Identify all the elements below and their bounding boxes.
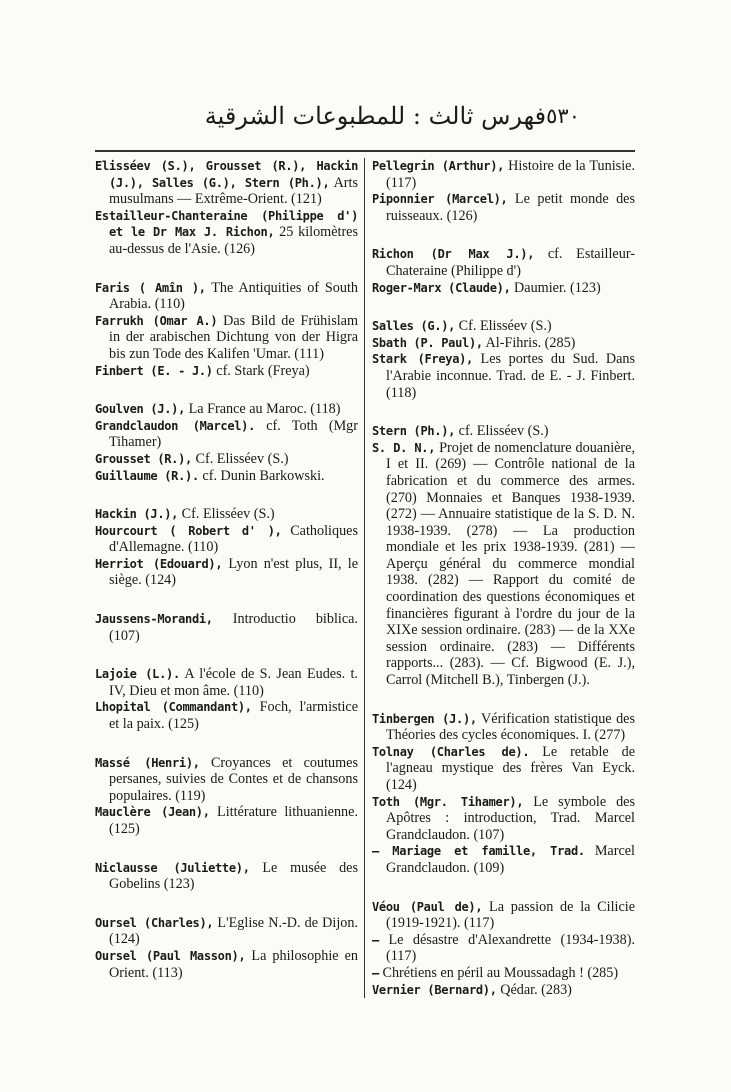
entry-author: Massé (Henri), — [95, 755, 200, 770]
entry-author: Guillaume (R.). — [95, 468, 199, 483]
entry-title: Lyon n'est plus, II, le siège. (124) — [109, 555, 358, 589]
index-entry — [95, 666, 358, 699]
index-letter-group — [372, 246, 635, 296]
index-entry — [372, 246, 635, 279]
entry-title: Cf. Elisséev (S.) — [455, 318, 552, 335]
entry-title: 25 kilomètres au-dessus de l'Asie. (126) — [109, 224, 358, 257]
index-letter-group — [95, 755, 358, 838]
index-entry — [372, 982, 635, 999]
index-letter-group — [95, 666, 358, 732]
entry-author: Pellegrin (Arthur), — [372, 159, 505, 173]
index-entry — [95, 755, 358, 805]
entry-title: Introductio biblica. (107) — [109, 611, 358, 644]
page-title: فهرس ثالث : للمطبوعات الشرقية — [204, 102, 547, 130]
index-entry — [95, 611, 358, 644]
entry-author: Lajoie (L.). — [95, 667, 180, 682]
index-columns — [95, 158, 635, 1038]
index-letter-group — [95, 506, 358, 589]
index-entry — [95, 860, 358, 893]
entry-title: Le désastre d'Alexandrette (1934-1938). (117) — [378, 931, 635, 965]
entry-title: cf. Estailleur-Chateraine (Philippe d') — [386, 246, 635, 279]
entry-author: Toth (Mgr. Tihamer), — [372, 794, 524, 809]
entry-title: cf. Toth (Mgr Tihamer) — [109, 417, 358, 451]
left-column — [95, 158, 365, 998]
entry-author: Herriot (Edouard), — [95, 556, 223, 571]
index-letter-group — [95, 158, 358, 258]
index-letter-group — [372, 318, 635, 401]
index-entry — [95, 915, 358, 948]
page-header — [180, 96, 580, 136]
entry-title: Croyances et coutumes persanes, suivies de Contes et de chansons populaires. (119) — [109, 754, 358, 804]
index-letter-group — [95, 860, 358, 893]
entry-author: Farrukh (Omar A.) — [95, 313, 218, 328]
entry-author: Oursel (Paul Masson), — [95, 948, 246, 963]
index-entry — [95, 280, 358, 313]
index-letter-group — [95, 280, 358, 380]
entry-title: Das Bild de Frühislam in der arabischen Dichtung von der Higra bis zun Tode des Kalifen 'Umar. (111) — [109, 312, 359, 362]
entry-title: Littérature lithuanienne. (125) — [109, 804, 358, 837]
entry-title: cf. Dunin Barkowski. — [198, 467, 325, 484]
entry-author: Estailleur-Chanteraine (Philippe d') et le Dr Max J. Richon, — [95, 208, 358, 240]
entry-title: L'Eglise N.-D. de Dijon. (124) — [109, 914, 359, 948]
entry-title: Marcel Grandclaudon. (109) — [386, 843, 635, 876]
index-entry — [95, 948, 358, 981]
index-entry — [372, 794, 635, 844]
index-entry — [95, 451, 358, 468]
entry-title: Catholiques d'Allemagne. (110) — [109, 522, 358, 556]
entry-author: Piponnier (Marcel), — [372, 192, 508, 207]
entry-title: Le retable de l'agneau mystique des frères Van Eyck. (124) — [386, 743, 635, 793]
entry-author: Salles (G.), — [372, 319, 456, 334]
index-entry — [372, 335, 635, 352]
entry-title: Les portes du Sud. Dans l'Arabie inconnue. Trad. de E. - J. Finbert. (118) — [386, 351, 635, 401]
entry-author: — — [372, 965, 379, 980]
entry-author: Tolnay (Charles de). — [372, 744, 530, 759]
entry-title: Al-Fihris. (285) — [482, 334, 576, 351]
index-letter-group — [95, 915, 358, 981]
entry-author: Mauclère (Jean), — [95, 805, 210, 820]
entry-title: Le musée des Gobelins (123) — [109, 859, 358, 893]
entry-author: Niclausse (Juliette), — [95, 860, 250, 875]
entry-title: Le petit monde des ruisseaux. (126) — [386, 191, 635, 224]
entry-title: Histoire de la Tunisie. (117) — [386, 158, 635, 191]
entry-author: Tinbergen (J.), — [372, 711, 477, 726]
entry-title: La philosophie en Orient. (113) — [109, 947, 359, 981]
index-entry — [372, 843, 635, 876]
index-letter-group — [95, 611, 358, 644]
entry-author: Oursel (Charles), — [95, 915, 214, 930]
index-entry — [95, 313, 358, 363]
entry-author: Faris ( Amîn ), — [95, 280, 206, 295]
entry-title: Foch, l'armistice et la paix. (125) — [109, 699, 359, 733]
index-entry — [372, 280, 635, 297]
index-entry — [95, 804, 358, 837]
index-entry — [372, 318, 635, 335]
entry-author: Hackin (J.), — [95, 507, 179, 522]
index-entry — [95, 401, 358, 418]
entry-author: — — [372, 932, 379, 947]
index-entry — [95, 523, 358, 556]
entry-author: Grousset (R.), — [95, 451, 192, 466]
entry-title: Daumier. (123) — [510, 279, 601, 296]
index-entry — [372, 932, 635, 965]
entry-author: Jaussens-Morandi, — [95, 612, 213, 627]
index-entry — [372, 158, 635, 191]
entry-author: Stark (Freya), — [372, 352, 473, 367]
entry-title: Cf. Elisséev (S.) — [191, 450, 289, 467]
index-entry — [95, 468, 358, 485]
entry-title: The Antiquities of South Arabia. (110) — [109, 279, 358, 313]
index-entry — [95, 363, 358, 380]
index-entry — [95, 208, 358, 258]
entry-author: Vernier (Bernard), — [372, 982, 497, 997]
entry-title: Vérification statistique des Théories des cycles économiques. I. (277) — [386, 710, 635, 744]
entry-title: cf. Stark (Freya) — [212, 362, 310, 379]
entry-author: Véou (Paul de), — [372, 899, 483, 914]
entry-author: Grandclaudon (Marcel). — [95, 418, 256, 433]
entry-author: S. D. N., — [372, 440, 436, 455]
index-entry — [95, 418, 358, 451]
index-entry — [372, 191, 635, 224]
index-letter-group — [372, 423, 635, 689]
entry-title: Le symbole des Apôtres : introduction, Trad. Marcel Grandclaudon. (107) — [386, 793, 636, 843]
index-entry — [372, 899, 635, 932]
entry-author: Stern (Ph.), — [372, 424, 456, 439]
index-entry — [372, 423, 635, 440]
entry-title: La France au Maroc. (118) — [185, 401, 341, 418]
index-letter-group — [372, 158, 635, 224]
index-entry — [95, 506, 358, 523]
index-entry — [372, 351, 635, 401]
index-letter-group — [95, 401, 358, 484]
header-rule — [95, 150, 635, 152]
entry-author: Goulven (J.), — [95, 402, 186, 417]
entry-author: — Mariage et famille, Trad. — [372, 844, 585, 859]
page-number: ٥٣٠ — [546, 104, 580, 128]
index-letter-group — [372, 899, 635, 999]
entry-title: Projet de nomenclature douanière, I et II. (269) — Contrôle national de la fabrication et du commerce des armes. (270) Monnaies et Banques 1938-1939. (272) — Annuaire statistique de la S. D. N. 1938-1939. (278) — La production mondiale et les prix 1938-1939. (281) — Aperçu général du commerce mondial 1938. (282) — Rapport du comité de coordination des questions économiques et financières figurant à l'ordre du jour de la XIXe session ordinaire. (283) — de la XXe session ordinaire. (283) — Différents rapports... (283). — Cf. Bigwood (E. J.), Carrol (Mitchell B.), Tinbergen (J.). — [386, 439, 636, 689]
entry-author: Roger-Marx (Claude), — [372, 280, 511, 295]
entry-title: La passion de la Cilicie (1919-1921). (117) — [386, 898, 635, 932]
index-entry — [95, 699, 358, 732]
index-letter-group — [372, 711, 635, 877]
entry-author: Hourcourt ( Robert d' ), — [95, 523, 282, 538]
entry-author: Elisséev (S.), Grousset (R.), Hackin (J.), Salles (G.), Stern (Ph.), — [95, 159, 358, 190]
entry-title: Cf. Elisséev (S.) — [178, 506, 275, 523]
entry-title: Chrétiens en péril au Moussadagh ! (285) — [378, 964, 619, 981]
index-entry — [372, 965, 635, 982]
right-column — [365, 158, 635, 998]
entry-author: Lhopital (Commandant), — [95, 700, 252, 715]
index-entry — [372, 711, 635, 744]
entry-title: A l'école de S. Jean Eudes. t. IV, Dieu et mon âme. (110) — [109, 666, 358, 699]
index-entry — [372, 440, 635, 689]
entry-author: Finbert (E. - J.) — [95, 363, 213, 378]
entry-author: Richon (Dr Max J.), — [372, 247, 535, 262]
index-entry — [95, 158, 358, 208]
entry-title: Arts musulmans — Extrême-Orient. (121) — [109, 174, 358, 208]
index-entry — [95, 556, 358, 589]
index-entry — [372, 744, 635, 794]
entry-author: Sbath (P. Paul), — [372, 335, 483, 350]
entry-title: cf. Elisséev (S.) — [455, 423, 549, 440]
entry-title: Qédar. (283) — [496, 981, 572, 998]
